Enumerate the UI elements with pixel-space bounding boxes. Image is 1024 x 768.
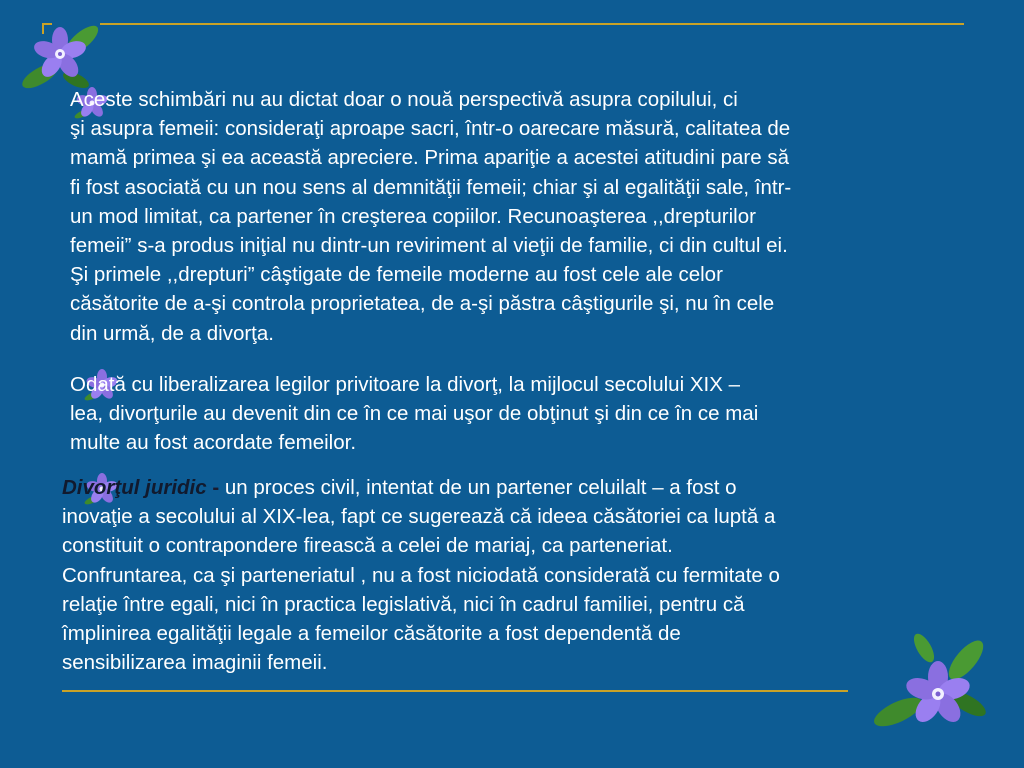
paragraph-legal-divorce xyxy=(62,473,992,677)
paragraph-legal-divorce-text: un proces civil, intentat de un partener celuilalt – a fost o inovaţie a secolului al XIX-lea, fapt ce sugerează că ideea căsătoriei ca luptă a constituit o contrapondere firească a celei de mariaj, ca parteneriat. Confruntarea, ca şi parteneriatul , nu a fost niciodată considerată cu fermitate o relaţie între egali, nici în practica legislativă, nici în cadrul familiei, pentru că împlinirea egalităţii legale a femeilor căsătorite a fost dependentă de sensibilizarea imaginii femeii. xyxy=(62,476,780,675)
paragraph-divorce-liberalization: Odată cu liberalizarea legilor privitoare la divorţ, la mijlocul secolului XIX – lea, divorţurile au devenit din ce în ce mai uşor de obţinut şi din ce în ce mai multe au fost acordate femeilor. xyxy=(70,373,759,455)
paragraph-women-perspective: Aceste schimbări nu au dictat doar o nouă perspectivă asupra copilului, ci şi asupra femeii: consideraţi aproape sacri, într-o oarecare măsură, calitatea de mamă primea şi ea această apreciere. Prima apariţie a acestei atitudini pare să fi fost asociată cu un nou sens al demnităţii femeii; chiar şi al egalităţii sale, într- un mod limitat, ca partener în creşterea copiilor. Recunoaşterea ,,drepturilor femeii” s-a produs iniţial nu dintr-un reviriment al vieţii de familie, ci din cultul ei. Şi primele ,,drepturi” câştigate de femeile moderne au fost cele ale celor căsătorite de a-şi controla proprietatea, de a-şi păstra câştigurile şi, nu în cele din urmă, de a divorţa. xyxy=(70,88,792,345)
term-dash: - xyxy=(206,476,225,499)
top-rule xyxy=(100,23,964,25)
bottom-rule xyxy=(62,690,848,692)
term-divortul-juridic: Divorţul juridic xyxy=(62,476,207,499)
periwinkle-flower-icon xyxy=(18,14,106,96)
